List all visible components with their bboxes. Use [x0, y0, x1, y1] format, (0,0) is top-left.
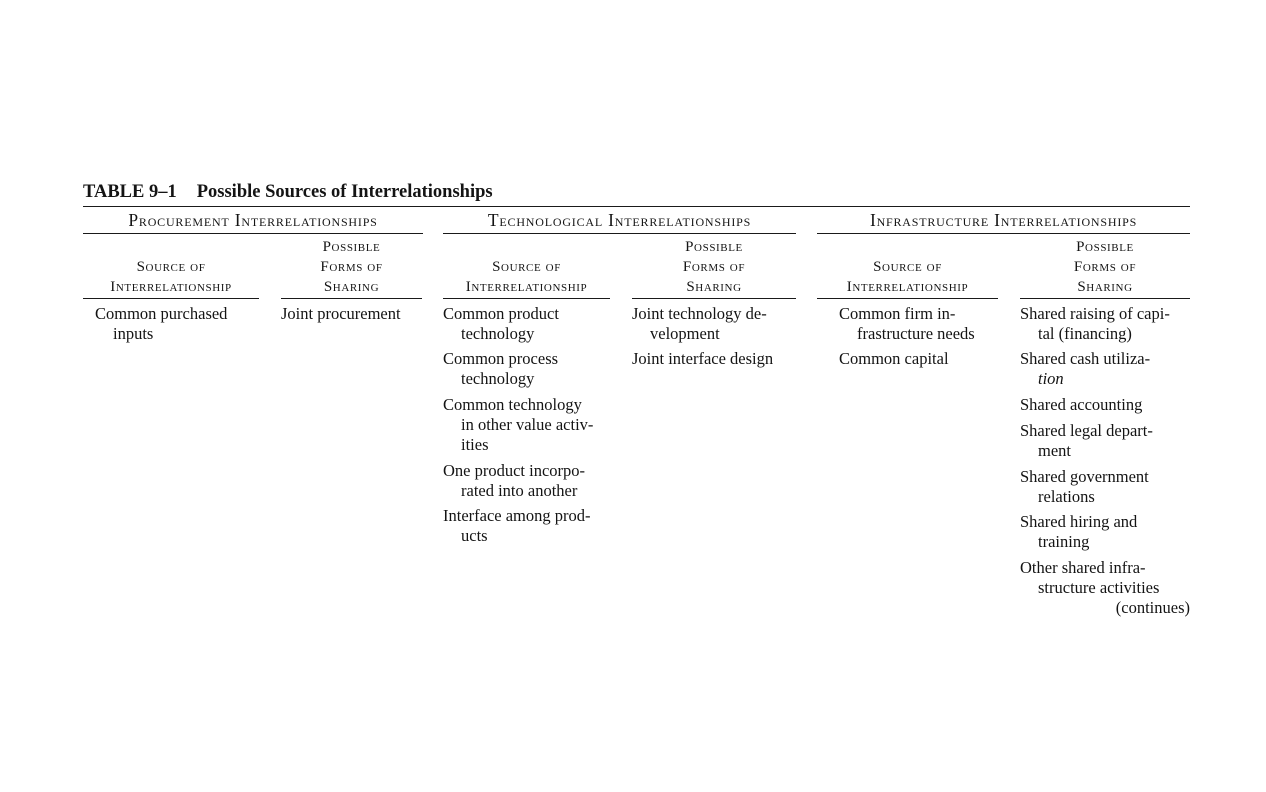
table-caption: Possible Sources of Interrelationships	[196, 182, 493, 202]
table-cell	[443, 349, 558, 389]
cell-line: Shared hiring and	[1020, 512, 1138, 531]
colhead-line: Interrelationship	[110, 279, 232, 295]
colhead-technological-source	[443, 257, 610, 297]
cell-line: Common firm in-	[839, 304, 956, 323]
colhead-line: Forms of	[320, 259, 383, 275]
table-cell	[95, 304, 227, 344]
cell-line: Common purchased	[95, 304, 228, 323]
table-cell	[1020, 512, 1137, 552]
cell-line: Joint interface design	[632, 349, 774, 368]
cell-line: ment	[1038, 441, 1071, 460]
cell-line: Shared accounting	[1020, 395, 1143, 414]
cell-line: One product incorpo-	[443, 461, 586, 480]
cell-line: Joint procurement	[281, 304, 401, 323]
continues-note: (continues)	[1115, 598, 1190, 617]
table-cell	[1020, 467, 1149, 507]
cell-line: Interface among prod-	[443, 506, 591, 525]
colhead-line: Source of	[873, 259, 942, 275]
colhead-line: Possible	[1076, 239, 1134, 255]
group-rule-procurement	[83, 233, 423, 234]
colhead-infrastructure-source	[817, 257, 998, 297]
cell-line: Shared raising of capi-	[1020, 304, 1170, 323]
cell-line: frastructure needs	[857, 324, 975, 343]
table-cell	[443, 304, 559, 344]
cell-line: Shared cash utiliza-	[1020, 349, 1151, 368]
colhead-line: Sharing	[1077, 279, 1133, 295]
cell-line: relations	[1038, 487, 1095, 506]
cell-line: Shared government	[1020, 467, 1149, 486]
colhead-rule	[817, 298, 998, 299]
table-cell	[443, 506, 591, 546]
cell-line: inputs	[113, 324, 154, 343]
group-rule-technological	[443, 233, 796, 234]
colhead-procurement-forms	[281, 237, 422, 297]
cell-line: ities	[461, 435, 489, 454]
cell-line: structure activities	[1038, 578, 1160, 597]
cell-line: in other value activ-	[461, 415, 594, 434]
table-cell	[632, 304, 767, 344]
colhead-rule	[281, 298, 422, 299]
colhead-line: Interrelationship	[846, 279, 969, 295]
colhead-line: Interrelationship	[465, 279, 588, 295]
table-cell	[1020, 304, 1170, 344]
table-number: TABLE 9–1	[83, 182, 177, 202]
table-cell	[1020, 558, 1159, 598]
colhead-rule	[443, 298, 610, 299]
table-cell	[839, 304, 975, 344]
colhead-line: Source of	[136, 259, 206, 275]
cell-line: tion	[1038, 369, 1064, 388]
cell-line: Joint technology de-	[632, 304, 767, 323]
cell-line: Common technology	[443, 395, 582, 414]
colhead-line: Sharing	[686, 279, 742, 295]
cell-line: technology	[461, 369, 535, 388]
table-cell	[443, 395, 593, 455]
group-header-infrastructure: Infrastructure Interrelationships	[869, 210, 1138, 230]
colhead-line: Possible	[685, 239, 743, 255]
colhead-rule	[1020, 298, 1190, 299]
cell-line: training	[1038, 532, 1090, 551]
group-header-technological: Technological Interrelationships	[487, 210, 752, 230]
cell-line: rated into another	[461, 481, 578, 500]
colhead-line: Forms of	[1073, 259, 1137, 275]
cell-line: Common product	[443, 304, 559, 323]
table-title	[83, 182, 493, 203]
cell-line: tal (financing)	[1038, 324, 1132, 343]
cell-line: velopment	[650, 324, 720, 343]
group-header-procurement: Procurement Interrelationships	[128, 210, 378, 230]
colhead-line: Forms of	[682, 259, 746, 275]
group-rule-infrastructure	[817, 233, 1190, 234]
colhead-infrastructure-forms	[1020, 237, 1190, 297]
table-cell	[281, 304, 401, 324]
colhead-procurement-source	[83, 257, 259, 297]
colhead-technological-forms	[632, 237, 796, 297]
colhead-rule	[632, 298, 796, 299]
cell-line: Common capital	[839, 349, 949, 368]
table-cell	[632, 349, 773, 369]
table-cell	[1020, 349, 1150, 389]
table-cell	[1020, 395, 1142, 415]
cell-line: technology	[461, 324, 535, 343]
cell-line: ucts	[461, 526, 488, 545]
cell-line: Common process	[443, 349, 559, 368]
table-cell	[839, 349, 949, 369]
table-cell	[1020, 421, 1153, 461]
colhead-line: Source of	[492, 259, 561, 275]
table-cell	[443, 461, 585, 501]
cell-line: Other shared infra-	[1020, 558, 1146, 577]
colhead-rule	[83, 298, 259, 299]
colhead-line: Possible	[322, 239, 381, 255]
top-rule	[83, 206, 1190, 207]
cell-line: Shared legal depart-	[1020, 421, 1153, 440]
colhead-line: Sharing	[323, 279, 380, 295]
